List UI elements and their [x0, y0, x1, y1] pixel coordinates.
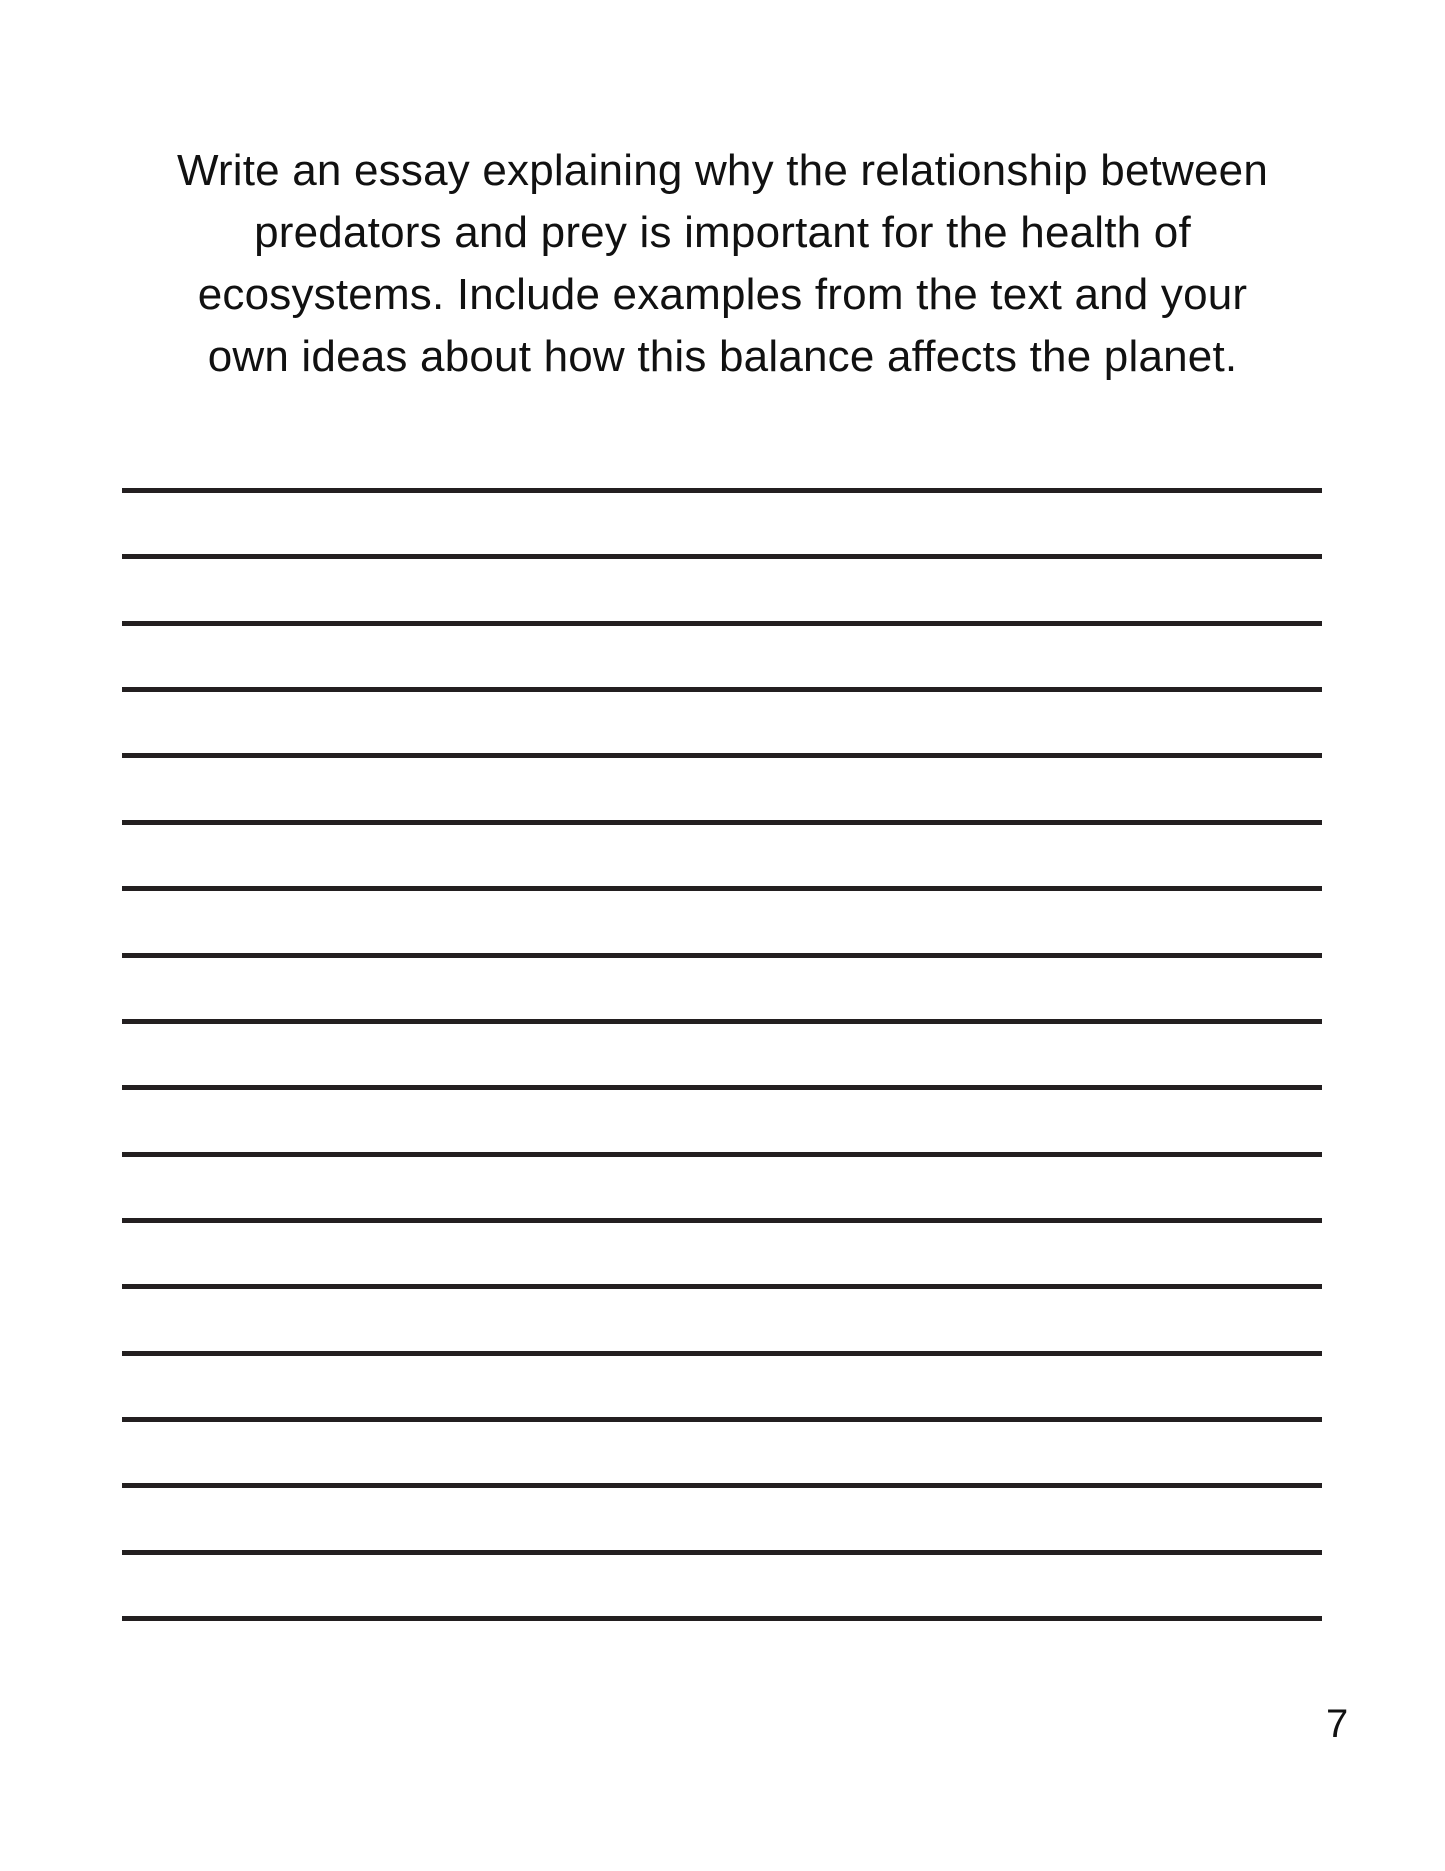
writing-line: [122, 488, 1322, 493]
page-number: 7: [1326, 1702, 1349, 1746]
writing-line: [122, 1616, 1322, 1621]
writing-line: [122, 1152, 1322, 1157]
writing-line: [122, 820, 1322, 825]
writing-line: [122, 953, 1322, 958]
writing-line: [122, 1351, 1322, 1356]
writing-line: [122, 1417, 1322, 1422]
prompt-line-1: Write an essay explaining why the relationship between: [176, 146, 1269, 195]
writing-line: [122, 886, 1322, 891]
writing-line: [122, 621, 1322, 626]
writing-line: [122, 687, 1322, 692]
prompt-line-4: own ideas about how this balance affects the planet.: [207, 332, 1238, 381]
prompt-line-3: ecosystems. Include examples from the text and your: [197, 270, 1248, 319]
writing-line: [122, 1550, 1322, 1555]
writing-line: [122, 554, 1322, 559]
writing-line: [122, 1218, 1322, 1223]
writing-line: [122, 1284, 1322, 1289]
writing-line: [122, 1483, 1322, 1488]
prompt-line-2: predators and prey is important for the health of: [254, 208, 1191, 257]
writing-line: [122, 1019, 1322, 1024]
writing-lines-area: [122, 0, 1322, 1871]
writing-line: [122, 753, 1322, 758]
writing-line: [122, 1085, 1322, 1090]
